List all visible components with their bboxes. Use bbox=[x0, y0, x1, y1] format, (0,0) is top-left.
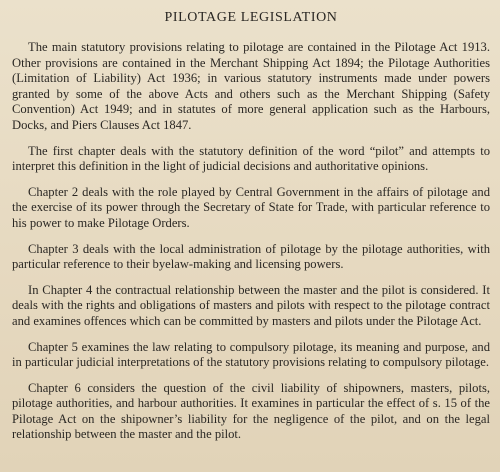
paragraph-chapter-2: Chapter 2 deals with the role played by Central Government in the affairs of pilotage and the exercise of its power through the Secretary of State for Trade, with particular reference to his power to make Pilotage Orders. bbox=[12, 184, 490, 230]
paragraph-chapter-6: Chapter 6 considers the question of the civil liability of shipowners, masters, pilots, pilotage authorities, and harbour authorities. It examines in particular the effect of s. 15 of the Pilotage Act on the shipowner’s liability for the negligence of the pilot, and on the legal relationship between the master and the pilot. bbox=[12, 380, 490, 442]
paragraph-chapter-4: In Chapter 4 the contractual relationship between the master and the pilot is considered. It deals with the rights and obligations of masters and pilots with respect to the pilotage contract and examines offences which can be committed by masters and pilots under the Pilotage Act. bbox=[12, 282, 490, 328]
paragraph-intro: The main statutory provisions relating to pilotage are contained in the Pilotage Act 1913. Other provisions are contained in the Merchant Shipping Act 1894; the Pilotage Authorities (Limitation of Liability) Act 1936; in various statutory instruments made under powers granted by some of the above Acts and others such as the Merchant Shipping (Safety Convention) Act 1949; and in statutes of more general application such as the Harbours, Docks, and Piers Clauses Act 1847. bbox=[12, 40, 490, 132]
page-title: PILOTAGE LEGISLATION bbox=[164, 10, 338, 25]
paragraph-chapter-1: The first chapter deals with the statutory definition of the word “pilot” and attempts to interpret this definition in the light of judicial decisions and authoritative opinions. bbox=[12, 143, 490, 174]
paragraph-chapter-5: Chapter 5 examines the law relating to compulsory pilotage, its meaning and purpose, and in particular judicial interpretations of the statutory provisions relating to compulsory pilotage. bbox=[12, 339, 490, 370]
paragraph-chapter-3: Chapter 3 deals with the local administration of pilotage by the pilotage authorities, with particular reference to their byelaw-making and licensing powers. bbox=[12, 241, 490, 272]
